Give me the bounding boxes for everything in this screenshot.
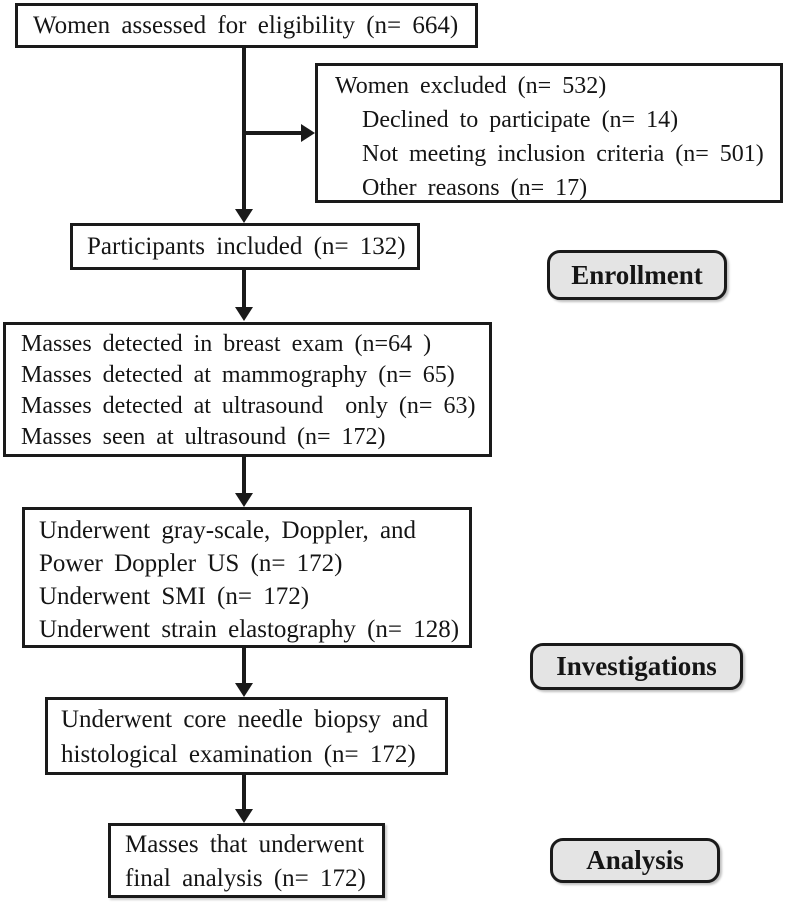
connector-branch-excluded — [244, 131, 302, 135]
biopsy-line-1: Underwent core needle biopsy and — [61, 706, 429, 733]
connector-investigations-biopsy — [242, 648, 246, 685]
invest-line-elastography: Underwent strain elastography (n= 128) — [39, 616, 460, 643]
stage-label-investigations — [530, 643, 743, 690]
connector-masses-investigations — [242, 457, 246, 495]
final-line-1: Masses that underwent — [125, 831, 365, 858]
box-biopsy — [45, 697, 448, 775]
arrowhead-to-final — [235, 809, 253, 823]
masses-line-breast-exam: Masses detected in breast exam (n=64 ) — [21, 331, 432, 357]
box-investigations — [22, 507, 472, 648]
eligibility-text: Women assessed for eligibility (n= 664) — [33, 11, 459, 39]
excluded-title: Women excluded (n= 532) — [335, 73, 607, 99]
box-eligibility — [15, 3, 478, 48]
arrowhead-to-biopsy — [235, 683, 253, 697]
connector-participants-masses — [242, 270, 246, 308]
excluded-item-criteria: Not meeting inclusion criteria (n= 501) — [362, 141, 764, 167]
biopsy-line-2: histological examination (n= 172) — [61, 741, 416, 768]
connector-biopsy-final — [242, 775, 246, 811]
excluded-item-declined: Declined to participate (n= 14) — [362, 107, 679, 133]
investigations-label-text: Investigations — [556, 651, 717, 681]
connector-eligibility-participants — [242, 47, 246, 210]
stage-label-enrollment — [547, 250, 727, 300]
masses-line-ultrasound-only: Masses detected at ultrasound only (n= 63) — [21, 393, 476, 419]
stage-label-analysis — [550, 838, 720, 883]
excluded-item-other: Other reasons (n= 17) — [362, 175, 588, 201]
arrowhead-to-participants — [235, 209, 253, 223]
masses-line-mammography: Masses detected at mammography (n= 65) — [21, 362, 455, 388]
arrowhead-to-masses — [235, 307, 253, 321]
invest-line-power-doppler: Power Doppler US (n= 172) — [39, 550, 343, 577]
enrollment-label-text: Enrollment — [571, 259, 703, 290]
box-masses — [3, 322, 492, 457]
participants-text: Participants included (n= 132) — [87, 232, 406, 260]
invest-line-grayscale: Underwent gray-scale, Doppler, and — [39, 517, 417, 544]
box-participants — [70, 223, 420, 270]
final-line-2: final analysis (n= 172) — [125, 865, 366, 892]
arrowhead-to-investigations — [235, 493, 253, 507]
arrowhead-to-excluded — [301, 124, 315, 142]
box-excluded — [315, 63, 783, 203]
analysis-label-text: Analysis — [586, 845, 684, 875]
masses-line-ultrasound-seen: Masses seen at ultrasound (n= 172) — [21, 424, 386, 450]
box-final-analysis — [108, 823, 385, 898]
invest-line-smi: Underwent SMI (n= 172) — [39, 583, 310, 610]
